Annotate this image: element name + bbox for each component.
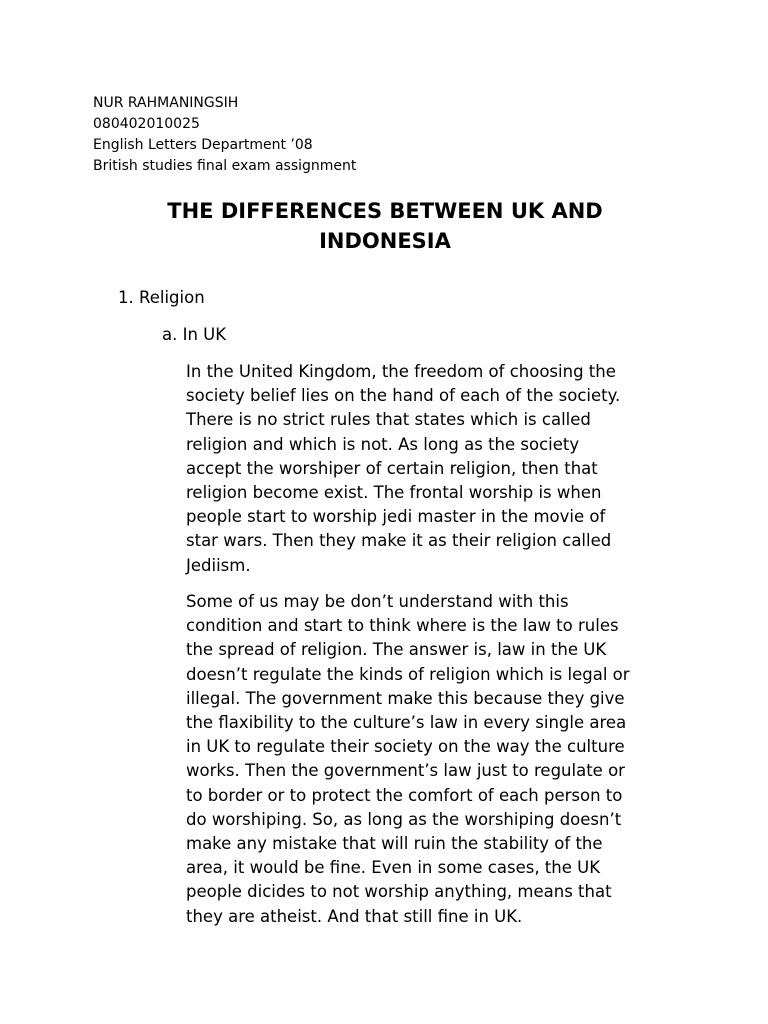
section-number: 1. [118,288,134,307]
paragraph-line: do worshiping. So, as long as the worshiping doesn’t [186,809,622,829]
paragraph-line: religion and which is not. As long as the society [186,434,580,454]
author-name: NUR RAHMANINGSIH [93,95,239,111]
paragraph-2 [186,590,706,929]
paragraph-line: the flaxibility to the culture’s law in every single area [186,713,627,733]
paragraph-line: doesn’t regulate the kinds of religion which is legal or [186,664,630,684]
paragraph-line: society belief lies on the hand of each of the society. [186,386,621,406]
paragraph-line: Jediism. [186,555,251,575]
paragraph-line: they are atheist. And that still fine in UK. [186,906,523,926]
paragraph-line: In the United Kingdom, the freedom of choosing the [186,362,616,381]
paragraph-line: people start to worship jedi master in the movie of [186,507,606,527]
paragraph-line: star wars. Then they make it as their religion called [186,531,612,551]
student-id: 080402010025 [93,116,200,132]
paragraph-1 [186,360,706,578]
section-label: Religion [139,288,205,307]
paragraph-line: accept the worshiper of certain religion, then that [186,458,598,478]
paragraph-line: There is no strict rules that states which is called [186,410,591,430]
paragraph-line: Some of us may be don’t understand with this [186,592,569,611]
paragraph-line: area, it would be fine. Even in some cases, the UK [186,858,601,878]
paragraph-line: the spread of religion. The answer is, law in the UK [186,640,607,660]
paragraph-line: make any mistake that will ruin the stability of the [186,834,603,854]
department: English Letters Department ’08 [93,137,313,153]
paragraph-line: people dicides to not worship anything, means that [186,882,612,902]
subsection-letter: a. [162,325,178,344]
author-header [93,93,356,177]
paragraph-line: condition and start to think where is the law to rules [186,616,619,636]
document-title [100,196,670,256]
section-heading-religion [118,287,205,309]
paragraph-line: to border or to protect the comfort of each person to [186,785,623,805]
course-name: British studies final exam assignment [93,158,357,174]
title-line-1: THE DIFFERENCES BETWEEN UK AND [167,199,603,223]
subsection-heading-uk [162,324,226,346]
paragraph-line: works. Then the government’s law just to regulate or [186,761,625,781]
paragraph-line: in UK to regulate their society on the way the culture [186,737,625,757]
subsection-label: In UK [182,325,227,344]
paragraph-line: illegal. The government make this because they give [186,688,625,708]
title-line-2: INDONESIA [319,229,451,253]
paragraph-line: religion become exist. The frontal worship is when [186,483,602,503]
